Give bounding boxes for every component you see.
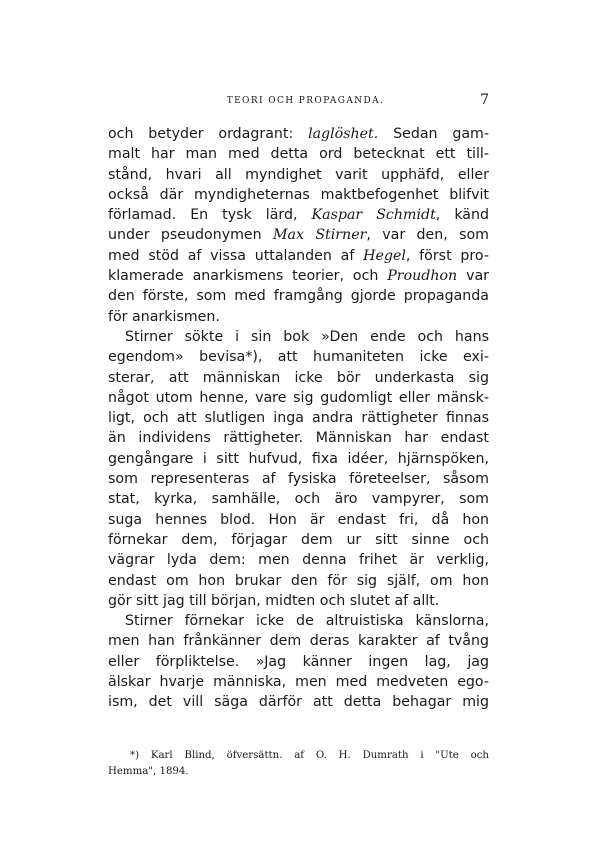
text-line: [108, 591, 489, 611]
text-line: [108, 611, 489, 631]
paragraph: [108, 611, 489, 712]
footnote-line: *) Karl Blind, öfversättn. af O. H. Dumrath i "Ute och: [130, 750, 489, 761]
text-segment: var: [457, 268, 489, 285]
running-title: TEORI OCH PROPAGANDA.: [226, 96, 385, 106]
text-segment: också där myndigheternas maktbefogenhet blifvit: [108, 186, 489, 203]
text-line: [108, 530, 489, 550]
italic-name: Hegel: [363, 247, 406, 264]
text-segment: malt har man med detta ord betecknat ett till-: [108, 146, 489, 163]
running-head: [108, 92, 489, 112]
text-line: [108, 510, 489, 530]
text-segment: , först pro-: [405, 247, 489, 264]
text-segment: stat, kyrka, samhälle, och äro vampyrer, som: [108, 491, 489, 508]
text-line: [108, 144, 489, 164]
paragraph: [108, 327, 489, 611]
body-text: [108, 124, 489, 713]
italic-name: Proudhon: [387, 268, 458, 285]
text-line: [108, 286, 489, 306]
text-segment: gör sitt jag till början, midten och slutet af allt.: [108, 592, 440, 609]
text-segment: och betyder ordagrant:: [108, 126, 309, 142]
text-line: [108, 225, 489, 245]
text-line: [108, 185, 489, 205]
footnote: [108, 748, 489, 780]
text-segment: suga hennes blod. Hon är endast fri, då hon: [108, 511, 489, 528]
text-line: [108, 571, 489, 591]
text-segment: Stirner sökte i sin bok »Den ende och hans: [125, 328, 489, 345]
text-line: [108, 469, 489, 489]
text-line: [108, 165, 489, 185]
page-number: 7: [480, 92, 489, 108]
text-segment: förnekar dem, förjagar dem ur sitt sinne och: [108, 531, 489, 548]
text-segment: som representeras af fysiska företeelser, såsom: [108, 471, 489, 488]
text-segment: ism, det vill säga därför att detta behagar mig: [108, 694, 489, 711]
text-line: [108, 246, 489, 266]
text-line: [108, 672, 489, 692]
text-segment: men han frånkänner dem deras karakter af tvång: [108, 633, 489, 650]
text-line: [108, 631, 489, 651]
text-line: [108, 652, 489, 672]
text-segment: än individens rättigheter. Människan har endast: [108, 430, 489, 447]
text-segment: älskar hvarje människa, men med medveten ego-: [108, 674, 489, 691]
text-line: [108, 368, 489, 388]
text-line: [108, 408, 489, 428]
text-segment: något utom henne, vare sig gudomligt eller mänsk-: [108, 389, 489, 406]
text-line: [108, 388, 489, 408]
text-segment: Stirner förnekar icke de altruistiska känslorna,: [125, 613, 489, 630]
text-line: [108, 307, 489, 327]
text-segment: , var den, som: [366, 227, 489, 244]
text-segment: , känd: [435, 207, 489, 224]
text-line: [108, 428, 489, 448]
text-segment: egendom» bevisa*), att humaniteten icke exi-: [108, 349, 489, 366]
italic-name: Max Stirner: [272, 227, 367, 244]
text-line: [108, 347, 489, 367]
text-line: [108, 489, 489, 509]
italic-name: Kaspar Schmidt: [311, 207, 436, 224]
text-line: [108, 550, 489, 570]
text-segment: för anarkismen.: [108, 308, 220, 325]
text-segment: förlamad. En tysk lärd,: [108, 207, 312, 224]
text-segment: endast om hon brukar den för sig själf, om hon: [108, 572, 489, 589]
text-segment: sterar, att människan icke bör underkasta sig: [108, 369, 489, 386]
text-line: [108, 449, 489, 469]
text-segment: eller förpliktelse. »Jag känner ingen lag, jag: [108, 653, 489, 670]
text-line: [108, 692, 489, 712]
italic-name: laglöshet: [308, 126, 374, 142]
text-line: [108, 327, 489, 347]
text-segment: gengångare i sitt hufvud, fixa idéer, hjärnspöken,: [108, 450, 489, 467]
text-segment: den förste, som med framgång gjorde propaganda: [108, 288, 489, 305]
text-line: [108, 124, 489, 144]
text-segment: ligt, och att slutligen inga andra rättigheter finnas: [108, 410, 489, 427]
text-segment: klamerade anarkismens teorier, och: [108, 268, 388, 285]
footnote-line: Hemma", 1894.: [108, 766, 189, 777]
paragraph: [108, 124, 489, 327]
text-segment: stånd, hvari all myndighet varit upphäfd, eller: [108, 166, 489, 183]
text-segment: vägrar lyda dem: men denna frihet är verklig,: [108, 552, 489, 569]
text-segment: under pseudonymen: [108, 227, 273, 244]
text-segment: . Sedan gam-: [373, 126, 489, 142]
text-line: [108, 266, 489, 286]
text-line: [108, 205, 489, 225]
text-segment: med stöd af vissa uttalanden af: [108, 247, 364, 264]
